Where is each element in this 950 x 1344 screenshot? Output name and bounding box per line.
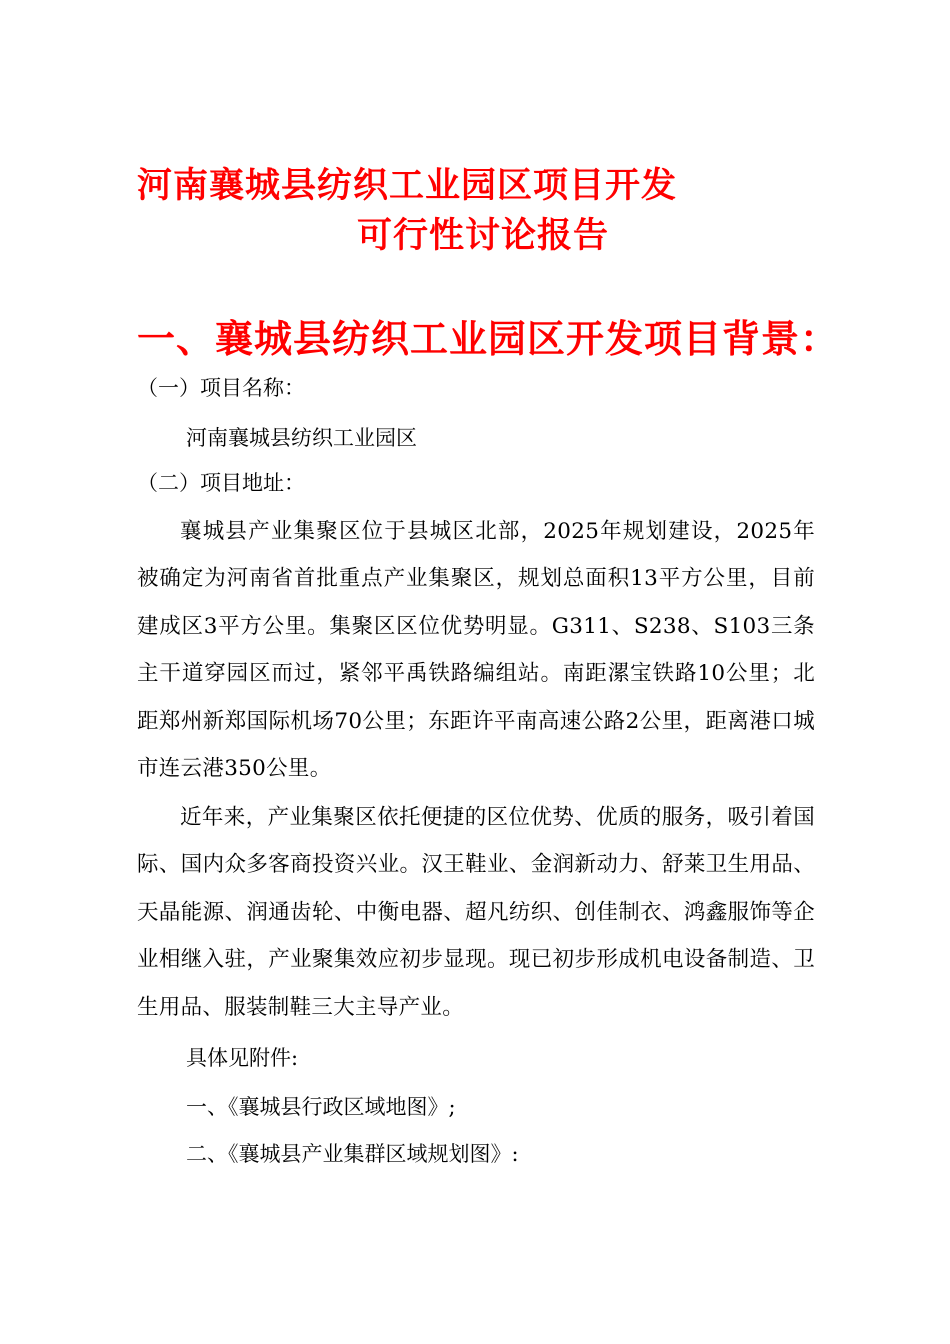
attachment-item-2: 二、《襄城县产业集群区域规划图》: [186,1142,519,1166]
item-2-label: （二）项目地址： [137,471,305,495]
item-1-value: 河南襄城县纺织工业园区 [186,426,417,450]
attachments-intro: 具体见附件: [186,1046,299,1070]
section-heading: 一、襄城县纺织工业园区开发项目背景： [137,316,840,361]
paragraph-location: 襄城县产业集聚区位于县城区北部，2025年规划建设，2025年被确定为河南省首批重点产业集聚区，规划总面积13平方公里，目前建成区3平方公里。集聚区区位优势明显。G311、S238、S103三条主干道穿园区而过，紧邻平禹铁路编组站。南距漯宝铁路10公里；北距郑州新郑国际机场70公里；东距许平南高速公路2公里，距离港口城市连云港350公里。 [137,519,815,782]
document-title-line-2: 可行性讨论报告 [357,215,610,256]
attachment-item-1: 一、《襄城县行政区域地图》; [186,1095,456,1119]
item-1-label: （一）项目名称： [137,376,305,400]
document-title-line-1: 河南襄城县纺织工业园区项目开发 [137,165,678,206]
paragraph-development: 近年来，产业集聚区依托便捷的区位优势、优质的服务，吸引着国际、国内众多客商投资兴业。汉王鞋业、金润新动力、舒莱卫生用品、天晶能源、润通齿轮、中衡电器、超凡纺织、创佳制衣、鸿鑫服饰等企业相继入驻，产业聚集效应初步显现。现已初步形成机电设备制造、卫生用品、服装制鞋三大主导产业。 [137,805,815,1020]
